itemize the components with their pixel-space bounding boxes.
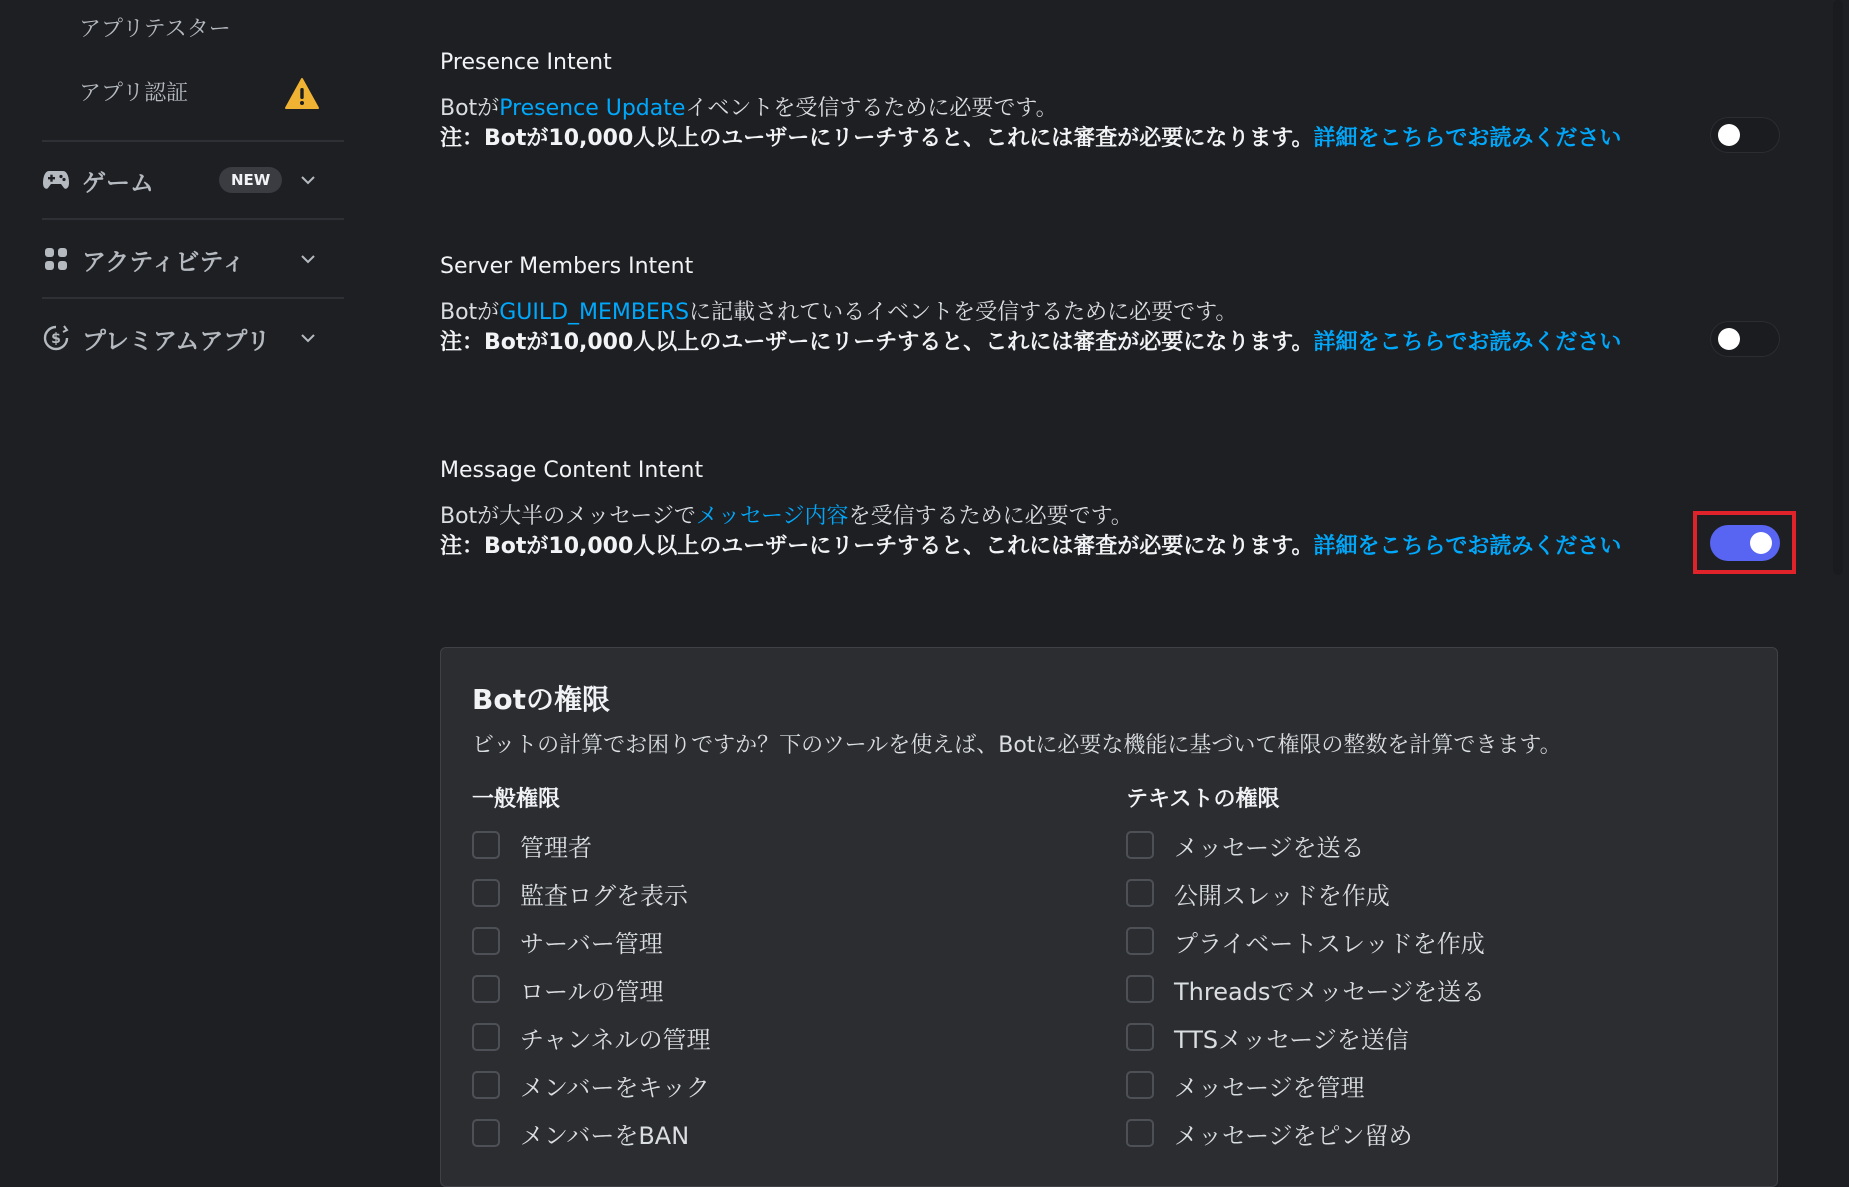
permission-label: メンバーをBAN xyxy=(520,1121,690,1150)
read-more-link[interactable]: 詳細をこちらでお読みください xyxy=(1313,534,1622,559)
text-permissions-column xyxy=(1126,785,1485,1157)
permission-checkbox[interactable] xyxy=(472,831,500,859)
permission-checkbox[interactable] xyxy=(1126,879,1154,907)
permission-label: 監査ログを表示 xyxy=(520,881,688,910)
intent-note xyxy=(440,124,1660,154)
message-content-intent-section xyxy=(440,456,1780,562)
intent-description xyxy=(440,298,1780,328)
presence-intent-section xyxy=(440,48,1780,154)
permission-label: サーバー管理 xyxy=(520,929,663,958)
server-members-intent-section xyxy=(440,252,1780,358)
permission-label: メンバーをキック xyxy=(520,1073,710,1102)
permission-row[interactable] xyxy=(472,1109,711,1157)
permission-row[interactable] xyxy=(1126,821,1485,869)
permission-checkbox[interactable] xyxy=(1126,1071,1154,1099)
intent-description xyxy=(440,502,1780,532)
sidebar-item-app-verification[interactable]: アプリ認証 xyxy=(79,81,189,106)
intent-title: Server Members Intent xyxy=(440,254,694,279)
main-content xyxy=(345,0,1825,1162)
permission-label: Threadsでメッセージを送る xyxy=(1174,977,1485,1006)
permission-label: TTSメッセージを送信 xyxy=(1174,1025,1409,1054)
permission-label: 公開スレッドを作成 xyxy=(1174,881,1390,910)
highlight-box xyxy=(1693,511,1796,574)
chevron-down-icon[interactable] xyxy=(298,328,318,348)
permission-label: プライベートスレッドを作成 xyxy=(1174,929,1485,958)
svg-text:$: $ xyxy=(51,331,61,347)
note-text: 注：Botが10,000人以上のユーザーにリーチすると、これには審査が必要になります。 xyxy=(440,126,1314,151)
permission-checkbox[interactable] xyxy=(1126,1119,1154,1147)
permission-label: ロールの管理 xyxy=(520,977,664,1006)
new-badge: NEW xyxy=(219,167,282,193)
desc-text: Botが大半のメッセージで xyxy=(440,504,696,529)
premium-icon xyxy=(42,324,70,352)
permissions-title: Botの権限 xyxy=(472,683,610,716)
permission-label: 管理者 xyxy=(520,833,592,862)
permission-checkbox[interactable] xyxy=(1126,1023,1154,1051)
chevron-down-icon[interactable] xyxy=(298,170,318,190)
permission-row[interactable] xyxy=(472,965,711,1013)
sidebar-divider xyxy=(42,297,344,299)
toggle-knob xyxy=(1718,124,1740,146)
general-permissions-heading: 一般権限 xyxy=(472,787,561,812)
intent-title: Message Content Intent xyxy=(440,458,704,483)
permission-checkbox[interactable] xyxy=(472,1071,500,1099)
permission-checkbox[interactable] xyxy=(472,975,500,1003)
permission-checkbox[interactable] xyxy=(472,1119,500,1147)
sidebar-divider xyxy=(42,140,344,142)
permission-row[interactable] xyxy=(1126,917,1485,965)
toggle-knob xyxy=(1718,328,1740,350)
message-content-link[interactable]: メッセージ内容 xyxy=(695,504,849,529)
permission-checkbox[interactable] xyxy=(1126,927,1154,955)
permission-label: メッセージを送る xyxy=(1174,833,1365,862)
permission-row[interactable] xyxy=(1126,1109,1485,1157)
permission-checkbox[interactable] xyxy=(472,1023,500,1051)
permission-row[interactable] xyxy=(1126,1061,1485,1109)
permission-checkbox[interactable] xyxy=(1126,831,1154,859)
permission-checkbox[interactable] xyxy=(1126,975,1154,1003)
sidebar-item-activities[interactable] xyxy=(42,237,332,281)
intent-title: Presence Intent xyxy=(440,50,612,75)
permission-label: メッセージを管理 xyxy=(1174,1073,1365,1102)
sidebar-item-games[interactable] xyxy=(42,158,332,202)
intent-note xyxy=(440,532,1660,562)
chevron-down-icon[interactable] xyxy=(298,249,318,269)
guild-members-link[interactable]: GUILD_MEMBERS xyxy=(499,300,690,325)
permission-row[interactable] xyxy=(472,1013,711,1061)
desc-text: に記載されているイベントを受信するために必要です。 xyxy=(689,300,1238,325)
intent-note xyxy=(440,328,1660,358)
permission-label: メッセージをピン留め xyxy=(1174,1121,1413,1150)
sidebar-divider xyxy=(42,218,344,220)
note-text: 注：Botが10,000人以上のユーザーにリーチすると、これには審査が必要になります。 xyxy=(440,330,1314,355)
permission-row[interactable] xyxy=(1126,869,1485,917)
permission-label: チャンネルの管理 xyxy=(520,1025,711,1054)
sidebar-item-label: ゲーム xyxy=(82,168,154,197)
permission-row[interactable] xyxy=(1126,965,1485,1013)
permissions-subtitle: ビットの計算でお困りですか？下のツールを使えば、Botに必要な機能に基づいて権限の整数を計算できます。 xyxy=(472,733,1562,758)
activity-icon xyxy=(42,245,70,273)
presence-update-link[interactable]: Presence Update xyxy=(499,96,686,121)
permission-row[interactable] xyxy=(472,1061,711,1109)
permission-row[interactable] xyxy=(472,917,711,965)
note-text: 注：Botが10,000人以上のユーザーにリーチすると、これには審査が必要になります。 xyxy=(440,534,1314,559)
permission-row[interactable] xyxy=(1126,1013,1485,1061)
sidebar xyxy=(0,0,345,1162)
general-permissions-column xyxy=(472,785,711,1157)
presence-intent-toggle[interactable] xyxy=(1710,117,1780,153)
desc-text: Botが xyxy=(440,300,500,325)
scrollbar-thumb[interactable] xyxy=(1833,0,1843,575)
desc-text: を受信するために必要です。 xyxy=(848,504,1133,529)
permission-checkbox[interactable] xyxy=(472,879,500,907)
permission-row[interactable] xyxy=(472,821,711,869)
sidebar-item-label: プレミアムアプリ xyxy=(82,326,271,355)
gamepad-icon xyxy=(42,166,70,194)
permission-row[interactable] xyxy=(472,869,711,917)
sidebar-item-app-testers[interactable]: アプリテスター xyxy=(79,17,231,42)
desc-text: イベントを受信するために必要です。 xyxy=(685,96,1058,121)
read-more-link[interactable]: 詳細をこちらでお読みください xyxy=(1313,330,1622,355)
text-permissions-heading: テキストの権限 xyxy=(1126,787,1280,812)
warning-icon xyxy=(284,77,320,111)
server-members-intent-toggle[interactable] xyxy=(1710,321,1780,357)
read-more-link[interactable]: 詳細をこちらでお読みください xyxy=(1313,126,1622,151)
intent-description xyxy=(440,94,1780,124)
sidebar-item-premium-apps[interactable] xyxy=(42,316,332,360)
desc-text: Botが xyxy=(440,96,500,121)
bot-permissions-card xyxy=(440,647,1778,1187)
sidebar-item-label: アクティビティ xyxy=(82,247,246,276)
permission-checkbox[interactable] xyxy=(472,927,500,955)
